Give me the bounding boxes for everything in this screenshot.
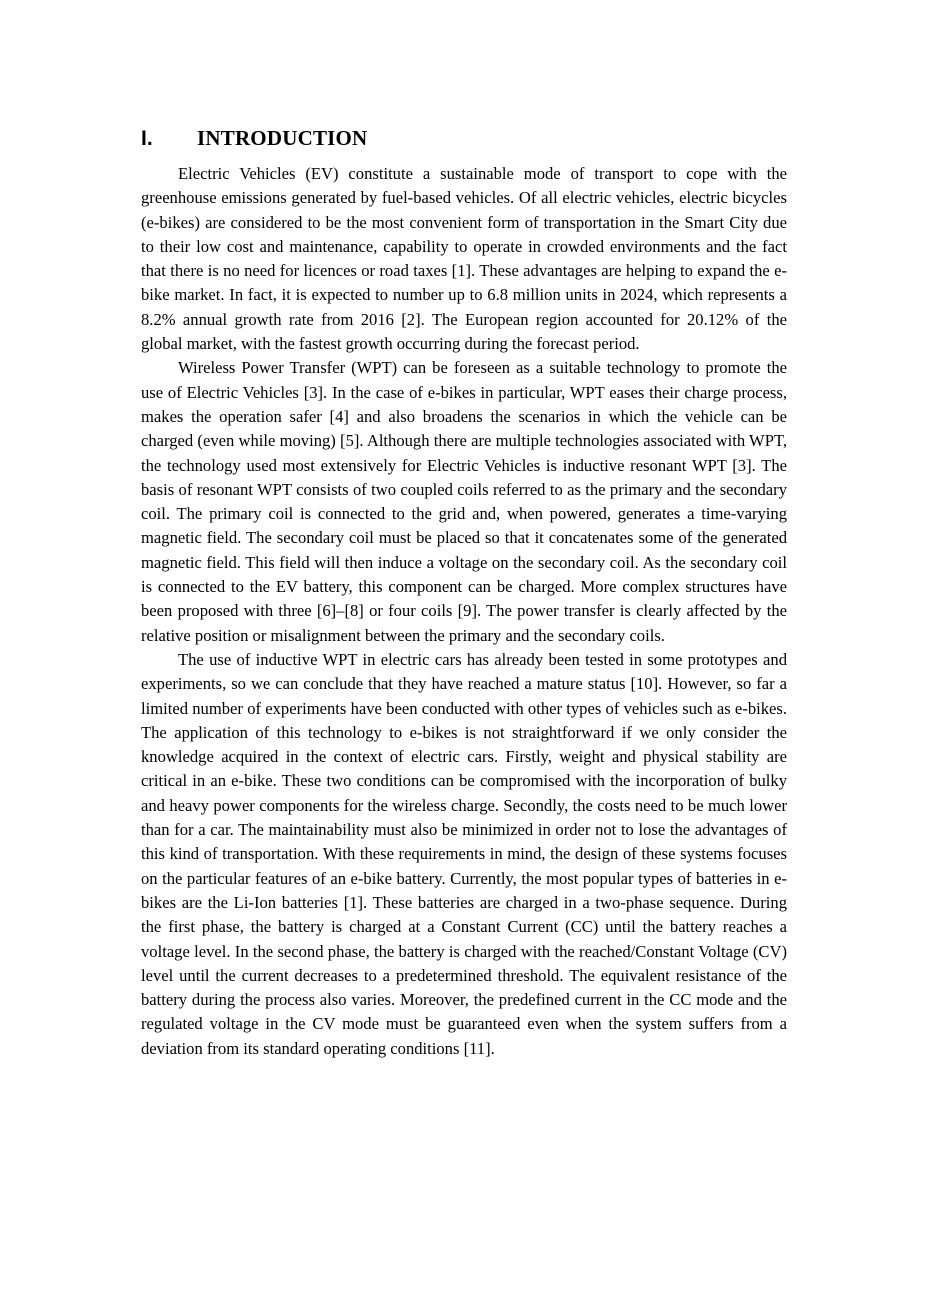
- paragraph-ev-background: Electric Vehicles (EV) constitute a sustainable mode of transport to cope with the greenhouse emissions generated by fuel-based vehicles. Of all electric vehicles, electric bicycles (e-bikes) are considered to be the most convenient form of transportation in the Smart City due to their low cost and maintenance, capability to operate in crowded environments and the fact that there is no need for licences or road taxes [1]. These advantages are helping to expand the e-bike market. In fact, it is expected to number up to 6.8 million units in 2024, which represents a 8.2% annual growth rate from 2016 [2]. The European region accounted for 20.12% of the global market, with the fastest growth occurring during the forecast period.: [141, 164, 787, 354]
- section-body: [141, 162, 787, 1061]
- paragraph-ebike-challenges: The use of inductive WPT in electric cars has already been tested in some prototypes and experiments, so we can conclude that they have reached a mature status [10]. However, so far a limited number of experiments have been conducted with other types of vehicles such as e-bikes. The application of this technology to e-bikes is not straightforward if we only consider the knowledge acquired in the context of electric cars. Firstly, weight and physical stability are critical in an e-bike. These two conditions can be compromised with the incorporation of bulky and heavy power components for the wireless charge. Secondly, the costs need to be much lower than for a car. The maintainability must also be minimized in order not to lose the advantages of this kind of transportation. With these requirements in mind, the design of these systems focuses on the particular features of an e-bike battery. Currently, the most popular types of batteries in e-bikes are the Li-Ion batteries [1]. These batteries are charged in a two-phase sequence. During the first phase, the battery is charged at a Constant Current (CC) until the battery reaches a voltage level. In the second phase, the battery is charged with the reached/Constant Voltage (CV) level until the current decreases to a predetermined threshold. The equivalent resistance of the battery during the process also varies. Moreover, the predefined current in the CC mode and the regulated voltage in the CV mode must be guaranteed even when the system suffers from a deviation from its standard operating conditions [11].: [141, 649, 787, 1058]
- section-number: I.: [141, 127, 153, 150]
- paragraph-wpt-overview: Wireless Power Transfer (WPT) can be foreseen as a suitable technology to promote the use of Electric Vehicles [3]. In the case of e-bikes in particular, WPT eases their charge process, makes the operation safer [4] and also broadens the scenarios in which the vehicle can be charged (even while moving) [5]. Although there are multiple technologies associated with WPT, the technology used most extensively for Electric Vehicles is inductive resonant WPT [3]. The basis of resonant WPT consists of two coupled coils referred to as the primary and the secondary coil. The primary coil is connected to the grid and, when powered, generates a time-varying magnetic field. The secondary coil must be placed so that it concatenates some of the generated magnetic field. This field will then induce a voltage on the secondary coil. As the secondary coil is connected to the EV battery, this component can be charged. More complex structures have been proposed with three [6]–[8] or four coils [9]. The power transfer is clearly affected by the relative position or misalignment between the primary and the secondary coils.: [141, 358, 787, 645]
- section-heading: [141, 124, 787, 152]
- section-title: INTRODUCTION: [197, 126, 368, 150]
